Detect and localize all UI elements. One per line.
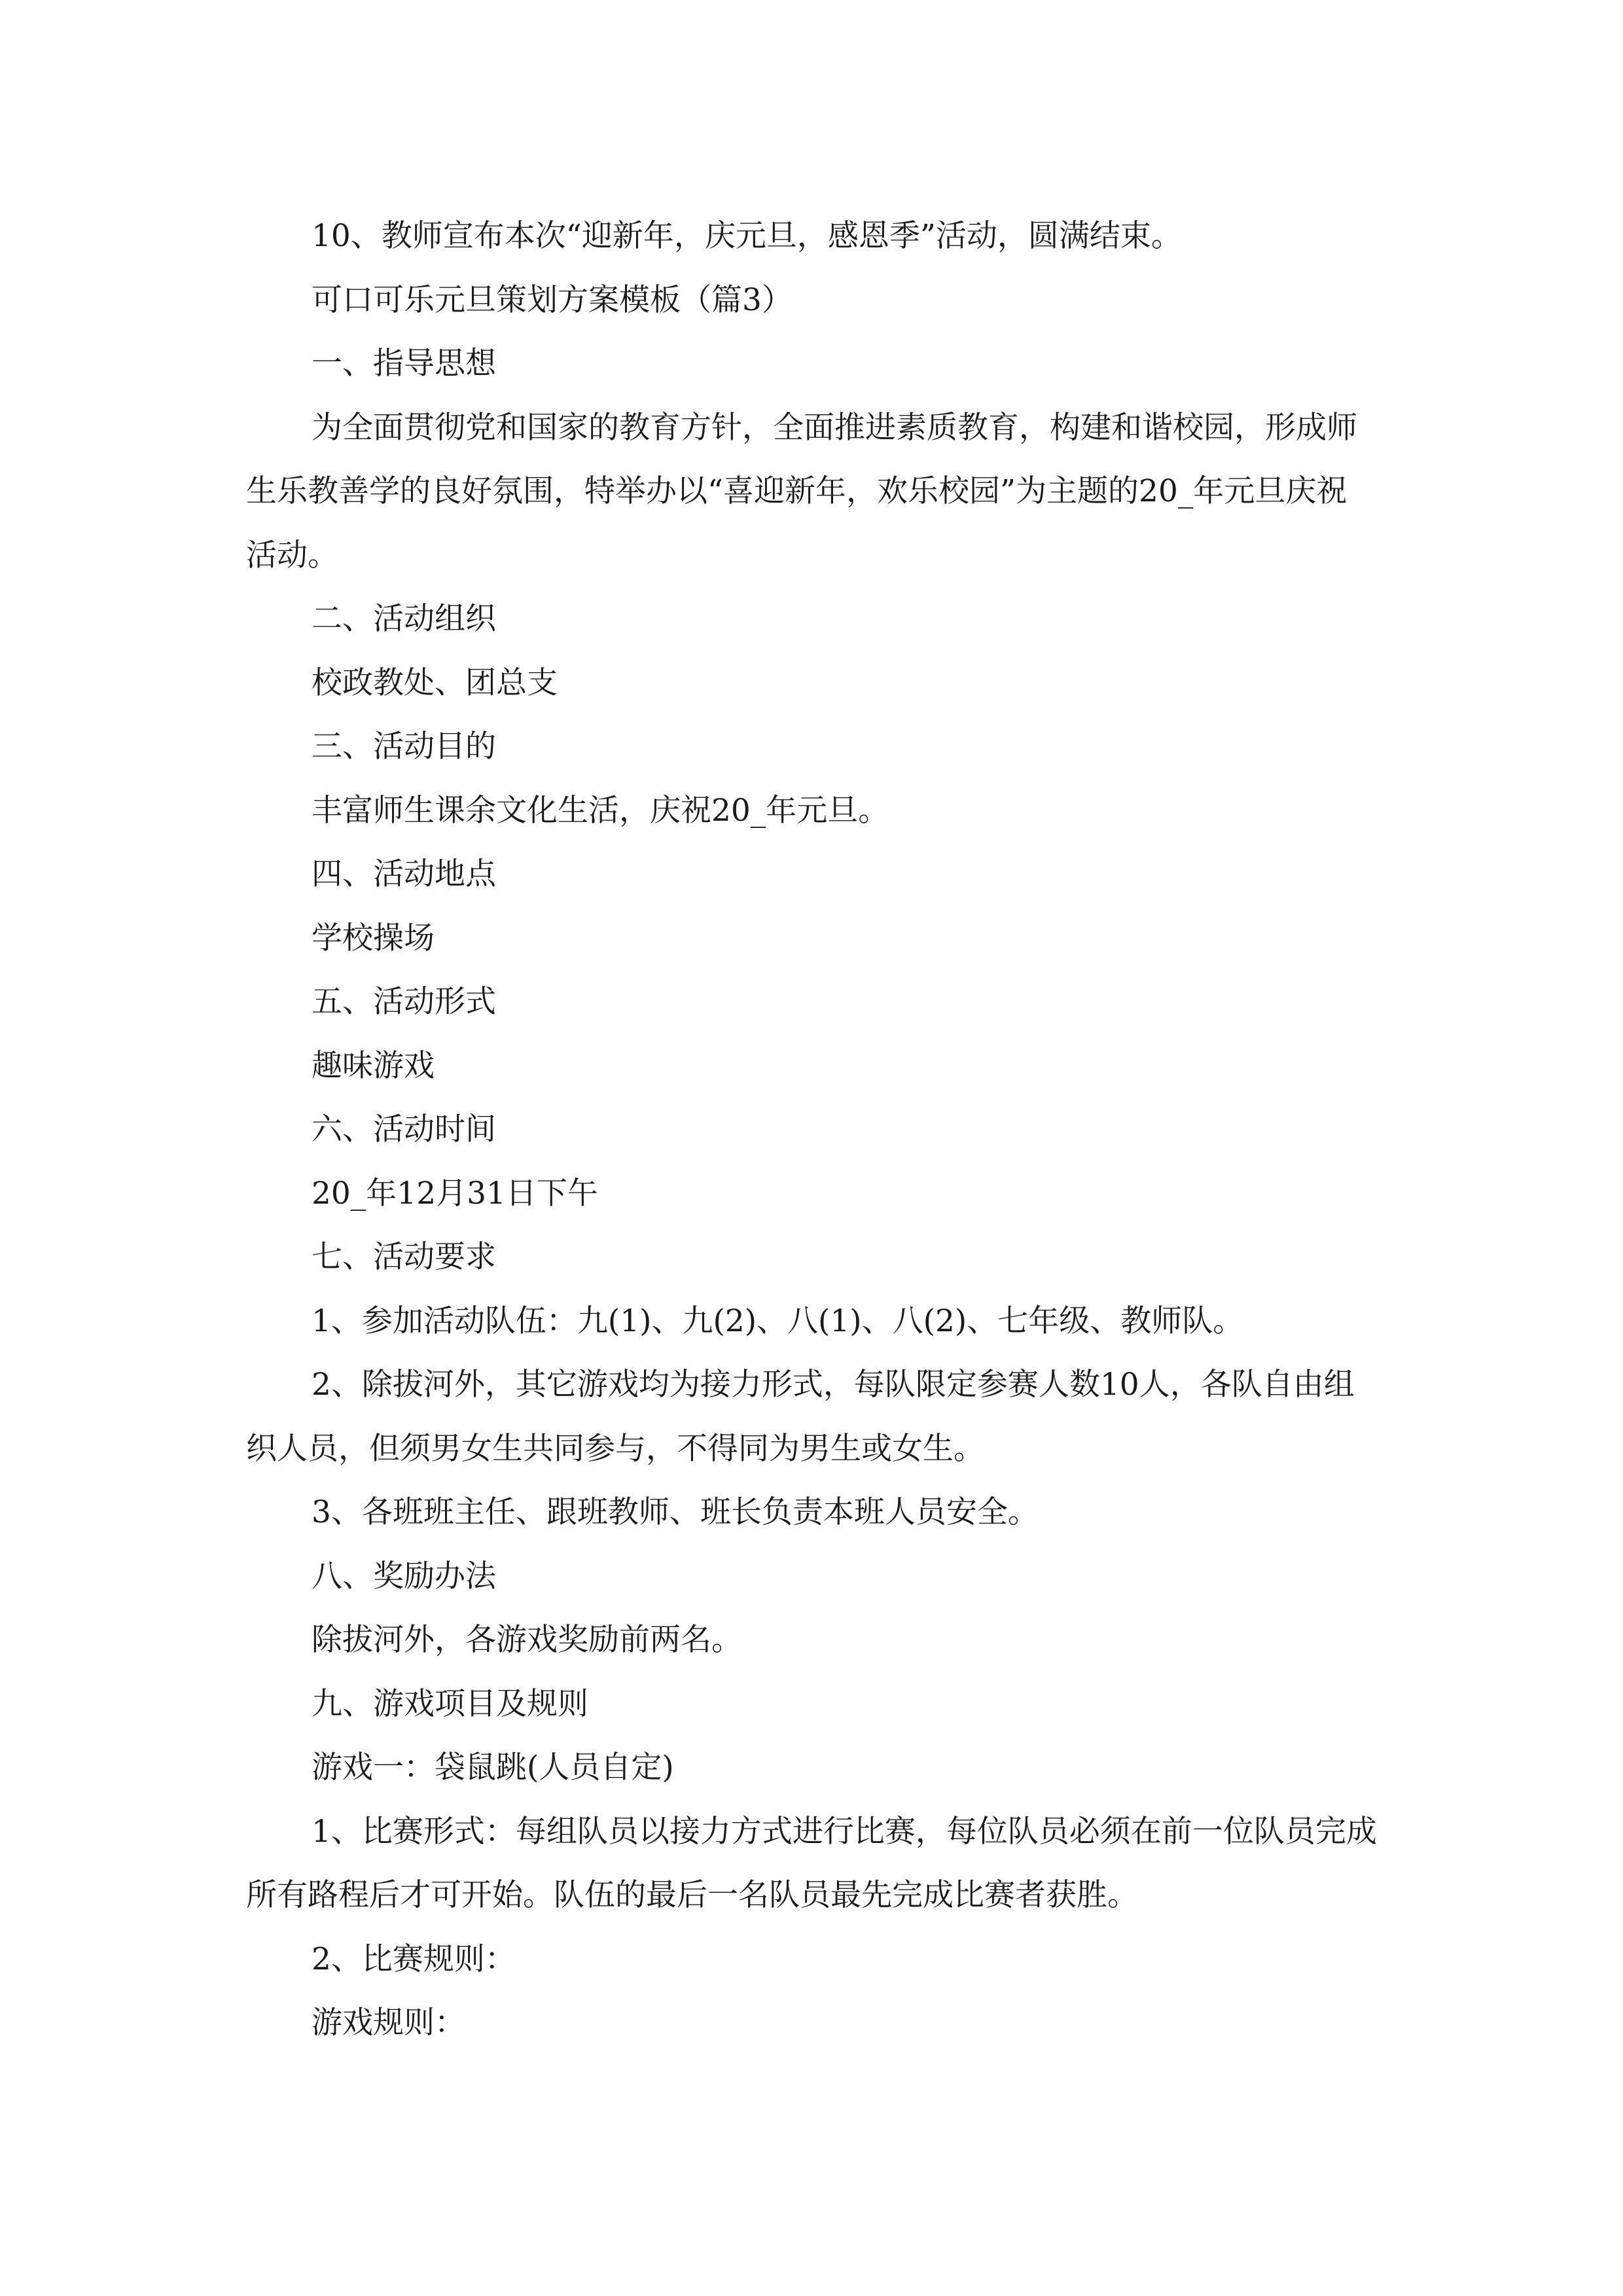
paragraph-guiding-thought: 为全面贯彻党和国家的教育方针，全面推进素质教育，构建和谐校园，形成师生乐教善学的良好氛围，特举办以“喜迎新年，欢乐校园”为主题的20_年元旦庆祝活动。 [246,409,1357,573]
heading-location: 四、活动地点 [312,856,496,892]
heading-guiding-thought: 一、指导思想 [312,346,496,382]
heading-requirements: 七、活动要求 [312,1239,496,1275]
section-title: 可口可乐元旦策划方案模板（篇3） [312,281,793,318]
paragraph-purpose: 丰富师生课余文化生活，庆祝20_年元旦。 [312,792,889,829]
heading-rewards: 八、奖励办法 [312,1558,496,1594]
requirement-item-2: 2、除拔河外，其它游戏均为接力形式，每队限定参赛人数10人，各队自由组织人员，但须男女生共同参与，不得同为男生或女生。 [246,1367,1355,1467]
heading-organization: 二、活动组织 [312,601,496,637]
game-rules-label: 游戏规则： [312,2005,465,2041]
game-one-format: 1、比赛形式：每组队员以接力方式进行比赛，每位队员必须在前一位队员完成所有路程后才可开始。队伍的最后一名队员最先完成比赛者获胜。 [246,1813,1377,1913]
paragraph-format: 趣味游戏 [312,1047,435,1084]
paragraph-organization: 校政教处、团总支 [312,664,558,701]
heading-format: 五、活动形式 [312,984,496,1020]
paragraph-location: 学校操场 [312,920,435,956]
requirement-item-1: 1、参加活动队伍：九(1)、九(2)、八(1)、八(2)、七年级、教师队。 [312,1302,1244,1339]
paragraph-time: 20_年12月31日下午 [312,1175,598,1211]
heading-purpose: 三、活动目的 [312,728,496,764]
paragraph-rewards: 除拔河外，各游戏奖励前两名。 [312,1622,742,1658]
heading-time: 六、活动时间 [312,1111,496,1147]
document-body [246,204,1377,2055]
game-one-title: 游戏一：袋鼠跳(人员自定) [312,1749,674,1785]
heading-games: 九、游戏项目及规则 [312,1685,588,1722]
paragraph-closing: 10、教师宣布本次“迎新年，庆元旦，感恩季”活动，圆满结束。 [312,218,1182,254]
requirement-item-3: 3、各班班主任、跟班教师、班长负责本班人员安全。 [312,1494,1039,1530]
game-one-rules-heading: 2、比赛规则： [312,1941,516,1977]
